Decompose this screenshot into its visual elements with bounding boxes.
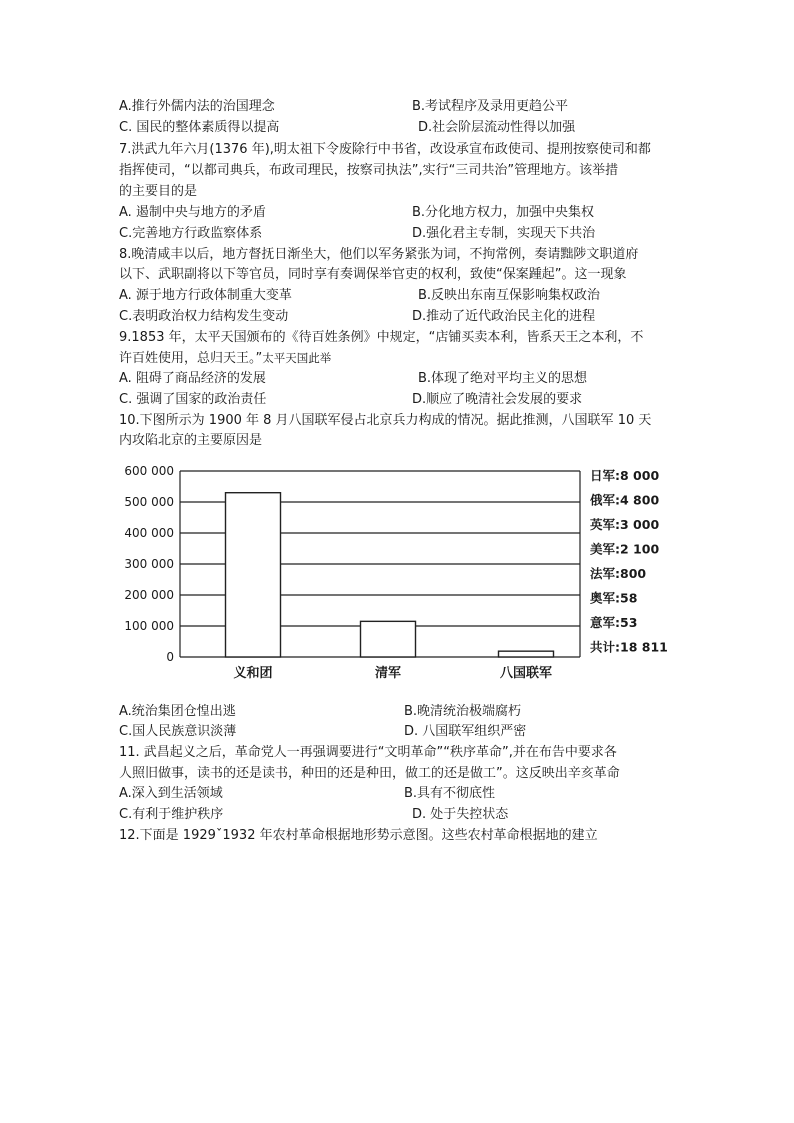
q6-option-a[interactable]: A.推行外儒内法的治国理念: [119, 99, 275, 114]
q10-option-d[interactable]: D. 八国联军组织严密: [404, 724, 527, 739]
chart-bars: [226, 493, 554, 657]
q8-stem-line2: 以下、武职副将以下等官员，同时享有奏调保举官吏的权利，致使“保案踵起”。这一现象: [119, 267, 627, 282]
y-tick-label: 500 000: [124, 495, 174, 509]
q7-option-a[interactable]: A. 遏制中央与地方的矛盾: [119, 205, 266, 220]
q11-option-d[interactable]: D. 处于失控状态: [412, 807, 509, 822]
y-tick-label: 300 000: [124, 557, 174, 571]
q11-option-c[interactable]: C.有利于维护秩序: [119, 807, 224, 822]
q8-option-d[interactable]: D.推动了近代政治民主化的进程: [412, 309, 596, 324]
q7-stem-line1: 7.洪武九年六月(1376 年),明太祖下令废除行中书省，改设承宣布政使司、提刑按察使司和都: [119, 142, 651, 157]
q6-option-c[interactable]: C. 国民的整体素质得以提高: [119, 120, 280, 135]
y-tick-label: 600 000: [124, 464, 174, 478]
q10-option-b[interactable]: B.晚清统治极端腐朽: [404, 704, 522, 719]
y-tick-label: 0: [166, 650, 174, 664]
q8-stem-line1: 8.晚清咸丰以后，地方督抚日渐坐大，他们以军务紧张为词，不拘常例，奏请黜陟文职道府: [119, 247, 639, 262]
q9-stem-line2-text: 许百姓使用，总归天王。”: [119, 351, 263, 366]
y-tick-label: 400 000: [124, 526, 174, 540]
q6-option-d[interactable]: D.社会阶层流动性得以加强: [418, 120, 576, 135]
legend-entry: 英军:3 000: [590, 517, 660, 532]
q10-option-a[interactable]: A.统治集团仓惶出逃: [119, 704, 236, 719]
y-tick-label: 100 000: [124, 619, 174, 633]
legend-entry: 美军:2 100: [590, 541, 660, 557]
legend-entry: 俄军:4 800: [590, 492, 660, 508]
q8-option-a[interactable]: A. 源于地方行政体制重大变革: [119, 288, 292, 303]
x-tick-label: 义和团: [233, 666, 273, 681]
legend-entry: 意军:53: [590, 615, 638, 630]
q9-option-c[interactable]: C. 强调了国家的政治责任: [119, 392, 267, 407]
x-tick-label: 清军: [374, 666, 402, 681]
troop-strength-bar-chart: [118, 456, 674, 690]
bar-3: [499, 651, 554, 657]
q9-option-d[interactable]: D.顺应了晚清社会发展的要求: [412, 392, 583, 407]
q11-option-a[interactable]: A.深入到生活领域: [119, 786, 223, 801]
chart-y-tick-labels: [124, 464, 174, 664]
q7-option-b[interactable]: B.分化地方权力，加强中央集权: [412, 205, 595, 220]
bar-2: [361, 621, 416, 657]
q9-stem-line1: 9.1853 年，太平天国颁布的《待百姓条例》中规定，“店铺买卖本利，皆系天王之本利，不: [119, 330, 644, 345]
q8-option-b[interactable]: B.反映出东南互保影响集权政治: [418, 288, 601, 303]
q10-option-c[interactable]: C.国人民族意识淡薄: [119, 724, 237, 739]
q11-stem-line2: 人照旧做事，读书的还是读书，种田的还是种田，做工的还是做工”。这反映出辛亥革命: [119, 766, 620, 781]
q12-stem-line1: 12.下面是 1929ˇ1932 年农村革命根据地形势示意图。这些农村革命根据地的建立: [119, 828, 598, 843]
x-tick-label: 八国联军: [499, 666, 553, 681]
q9-stem-line2: [119, 350, 331, 367]
q7-option-d[interactable]: D.强化君主专制，实现天下共治: [412, 226, 596, 241]
q7-option-c[interactable]: C.完善地方行政监察体系: [119, 226, 263, 241]
q10-stem-line2: 内攻陷北京的主要原因是: [119, 433, 263, 448]
chart-x-tick-labels: [233, 665, 552, 681]
chart-legend: [590, 468, 668, 655]
legend-entry: 共计:18 811: [590, 639, 668, 655]
q6-option-b[interactable]: B.考试程序及录用更趋公平: [412, 99, 569, 114]
y-tick-label: 200 000: [124, 588, 174, 602]
q9-stem-line2-tail: 太平天国此举: [262, 351, 332, 365]
q7-stem-line2: 指挥使司，“以都司典兵，布政司理民，按察司执法”,实行“三司共治”管理地方。该举措: [119, 163, 619, 178]
q10-stem-line1: 10.下图所示为 1900 年 8 月八国联军侵占北京兵力构成的情况。据此推测，八国联军 10 天: [119, 413, 652, 428]
bar-1: [226, 493, 281, 657]
q9-option-a[interactable]: A. 阻碍了商品经济的发展: [119, 371, 266, 386]
q11-stem-line1: 11. 武昌起义之后，革命党人一再强调要进行“文明革命”“秩序革命”,并在布告中要求各: [119, 745, 617, 760]
q11-option-b[interactable]: B.具有不彻底性: [404, 786, 496, 801]
q8-option-c[interactable]: C.表明政治权力结构发生变动: [119, 309, 289, 324]
legend-entry: 法军:800: [590, 566, 647, 581]
q7-stem-line3: 的主要目的是: [119, 184, 198, 199]
q9-option-b[interactable]: B.体现了绝对平均主义的思想: [418, 371, 588, 386]
legend-entry: 奥军:58: [590, 590, 638, 606]
legend-entry: 日军:8 000: [590, 468, 660, 483]
